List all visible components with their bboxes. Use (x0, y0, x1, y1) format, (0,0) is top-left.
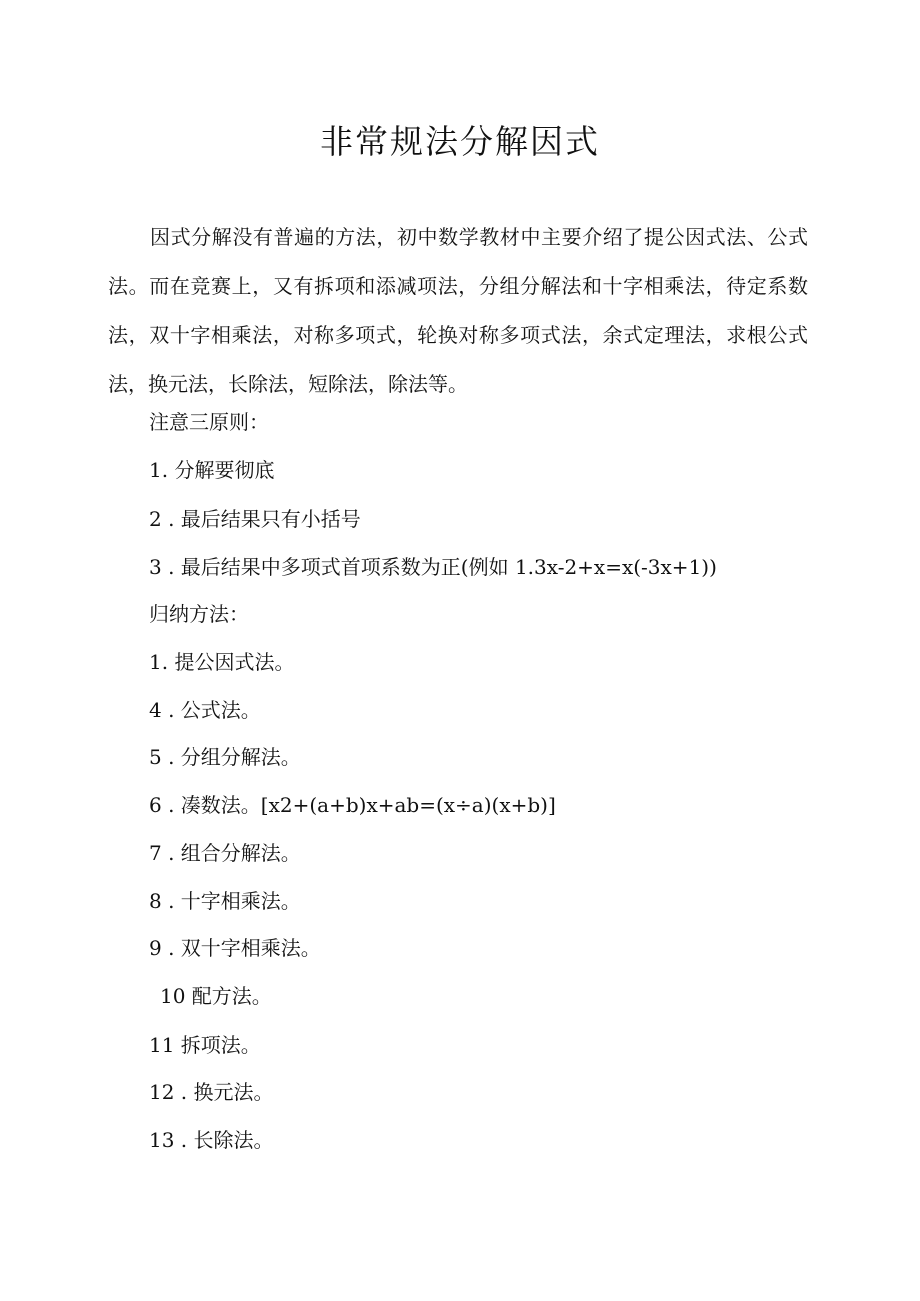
method-item: 12 . 换元法。 (149, 1080, 274, 1104)
intro-paragraph: 因式分解没有普遍的方法，初中数学教材中主要介绍了提公因式法、公式法。而在竞赛上，又有拆项和添减项法，分组分解法和十字相乘法，待定系数法，双十字相乘法，对称多项式，轮换对称多项式法，余式定理法，求根公式法，换元法，长除法，短除法，除法等。 (108, 225, 808, 396)
page-title: 非常规法分解因式 (320, 122, 600, 161)
method-item: 8 . 十字相乘法。 (149, 889, 301, 913)
method-item: 5 . 分组分解法。 (149, 745, 301, 769)
method-item: 13 . 长除法。 (149, 1128, 274, 1152)
method-item: 7 . 组合分解法。 (149, 841, 301, 865)
principles-heading: 注意三原则： (149, 410, 269, 434)
principle-item: 2 . 最后结果只有小括号 (149, 507, 361, 531)
method-item: 6 . 凑数法。[x2+(a+b)x+ab=(x÷a)(x+b)] (149, 793, 556, 817)
method-item: 4 . 公式法。 (149, 698, 261, 722)
method-item: 9 . 双十字相乘法。 (149, 936, 321, 960)
principle-item: 3 . 最后结果中多项式首项系数为正(例如 1.3x-2+x=x(-3x+1)) (149, 555, 717, 579)
methods-heading: 归纳方法： (149, 602, 249, 626)
method-item: 1. 提公因式法。 (149, 650, 295, 674)
method-item: 10 配方法。 (160, 984, 272, 1008)
method-item: 11 拆项法。 (149, 1033, 261, 1057)
principle-item: 1. 分解要彻底 (149, 458, 275, 482)
